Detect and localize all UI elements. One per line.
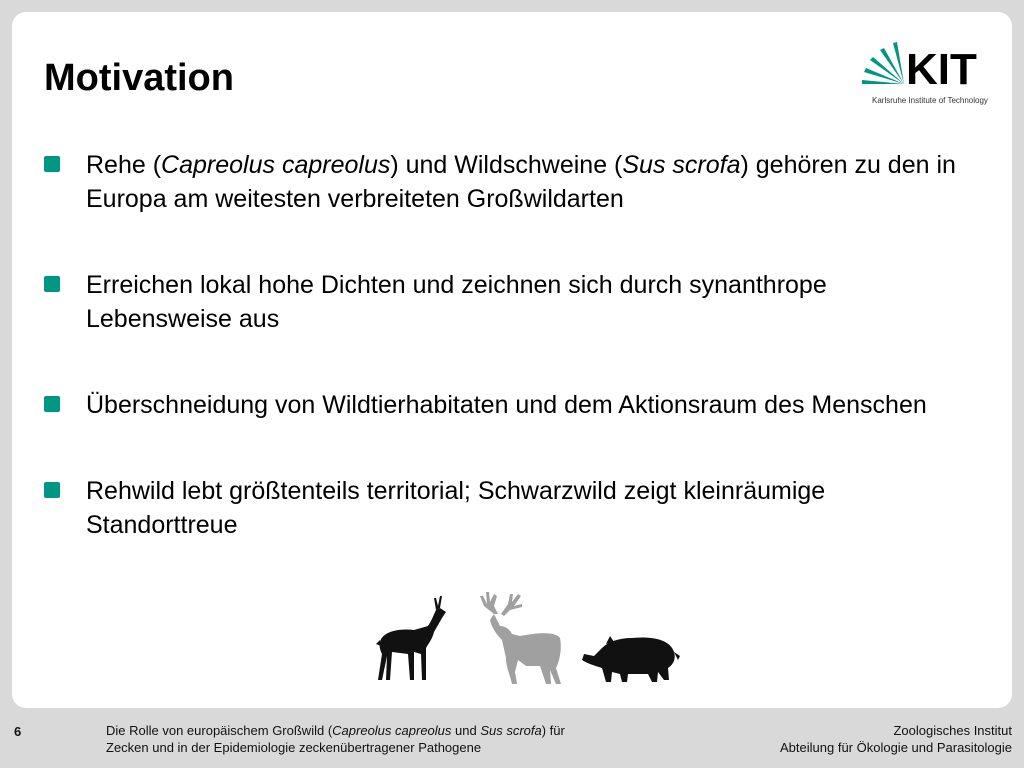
- bullet-item: [44, 474, 964, 542]
- roe-deer-icon: [376, 596, 446, 680]
- bullet-text: Rehe (Capreolus capreolus) und Wildschweine (Sus scrofa) gehören zu den in Europa am weitesten verbreiteten Großwildarten: [86, 151, 956, 213]
- footer-department-name: Abteilung für Ökologie und Parasitologie: [780, 740, 1012, 755]
- bullet-item: [44, 388, 964, 422]
- bullet-marker-icon: [44, 396, 60, 412]
- slide: [12, 12, 1012, 708]
- kit-logo-subtitle: Karlsruhe Institute of Technology: [872, 96, 988, 105]
- bullet-marker-icon: [44, 156, 60, 172]
- bullet-list: [44, 148, 964, 542]
- footer-institute: [780, 722, 1012, 756]
- bullet-text: Erreichen lokal hohe Dichten und zeichnen sich durch synanthrope Lebensweise aus: [86, 271, 827, 333]
- footer-title-line-2: Zecken und in der Epidemiologie zeckenübertragener Pathogene: [106, 740, 482, 755]
- bullet-item: [44, 268, 964, 336]
- red-deer-icon: [480, 592, 561, 684]
- bullet-marker-icon: [44, 276, 60, 292]
- bullet-text: Rehwild lebt größtenteils territorial; Schwarzwild zeigt kleinräumige Standorttreue: [86, 477, 826, 539]
- animal-silhouettes: [370, 584, 690, 694]
- kit-logo-fan: [862, 42, 904, 84]
- bullet-item: [44, 148, 964, 216]
- footer-presentation-title: [106, 722, 565, 756]
- footer-institute-name: Zoologisches Institut: [893, 723, 1012, 738]
- bullet-text: Überschneidung von Wildtierhabitaten und dem Aktionsraum des Menschen: [86, 391, 927, 419]
- bullet-marker-icon: [44, 482, 60, 498]
- slide-footer: [0, 712, 1024, 768]
- wild-boar-icon: [582, 636, 680, 682]
- footer-title-line-1: Die Rolle von europäischem Großwild (Capreolus capreolus und Sus scrofa) für: [106, 723, 565, 738]
- slide-title: Motivation: [44, 57, 234, 99]
- page-number: 6: [14, 724, 22, 739]
- kit-logo-text: KIT: [906, 45, 977, 94]
